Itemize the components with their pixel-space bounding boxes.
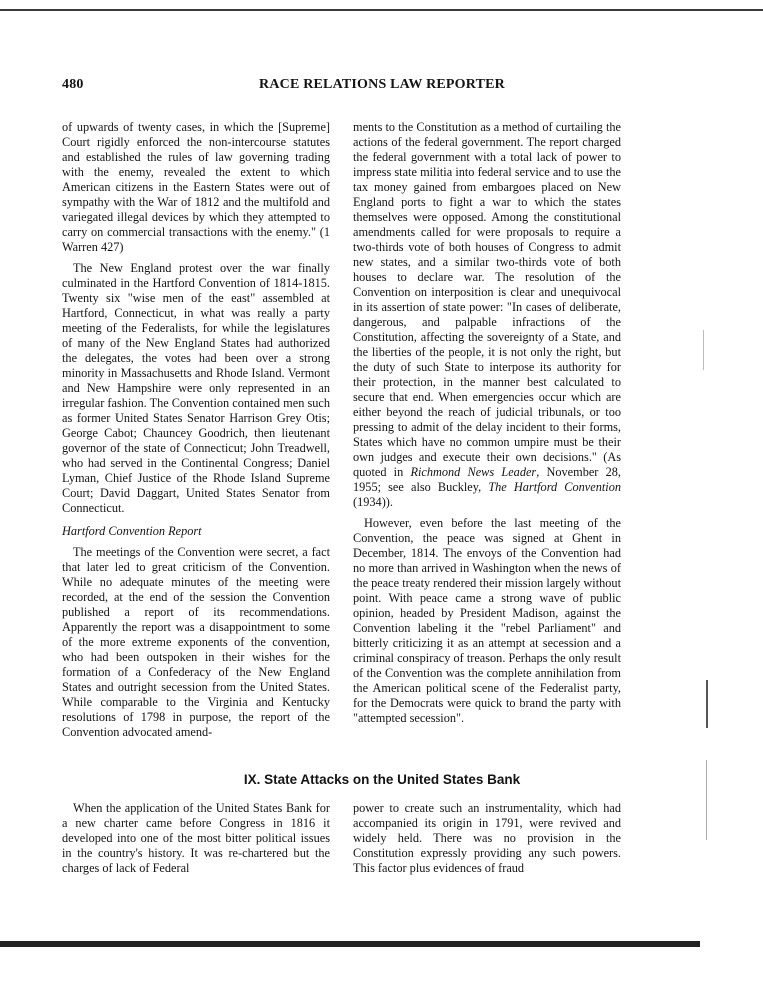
right-paragraph-2: However, even before the last meeting of the Convention, the peace was signed at Ghent in December, 1814. The envoys of the Convention had no more than arrived in Washington when the news of the peace treaty rendered their mission largely without point. With peace came a strong wave of public opinion, headed by President Madison, against the Convention labeling it the "rebel Parliament" and bitterly criticizing it as an attempt at secession and a criminal conspiracy of treason. Perhaps the only result of the Convention was the complete annihilation from the American political scene of the Federalist party, for the Democrats were quick to brand the party with "attempted secession". bbox=[353, 516, 621, 725]
left-paragraph-2: The New England protest over the war finally culminated in the Hartford Convention of 1814-1815. Twenty six "wise men of the east" assembled at Hartford, Connecticut, in what was really a party meeting of the Federalists, for while the legislatures of many of the New England States had authorized the delegates, the votes had been over a strong minority in Massachusetts and Rhode Island. Vermont and New Hampshire were only represented in an irregular fashion. The Convention contained men such as former United States Senator Harrison Grey Otis; George Cabot; Chauncey Goodrich, then lieutenant governor of the state of Connecticut; John Treadwell, who had served in the Continental Congress; Daniel Lyman, Chief Justice of the Rhode Island Supreme Court; David Daggart, United States Senator from Connecticut. bbox=[62, 261, 330, 515]
left-column bbox=[62, 120, 330, 746]
top-rule bbox=[0, 9, 763, 11]
right-paragraph-1-text: ments to the Constitution as a method of curtailing the actions of the federal government. The report charged the federal government with a total lack of power to impress state militia into federal service and to use the tax money gained from embargoes placed on New England ports to fight a war to which the states themselves were opposed. Among the constitutional amendments called for were proposals to require a two-thirds vote of both houses of Congress to admit new states, and a similar two-thirds vote of both houses to declare war. The resolution of the Convention on interposition is clear and unequivocal in its assertion of state power: "In cases of deliberate, dangerous, and palpable infractions of the Constitution, affecting the sovereignty of a State, and the liberties of the people, it is not only the right, but the duty of such State to interpose its authority for their protection, in the manner best calculated to secure that end. When emergencies occur which are either beyond the reach of judicial tribunals, or too pressing to admit of the delay incident to their forms, States which have no common umpire must be their own judges and execute their own decisions." (As quoted in bbox=[353, 120, 621, 479]
left-paragraph-3: The meetings of the Convention were secret, a fact that later led to great criticism of the Convention. While no adequate minutes of the meeting were recorded, at the end of the session the Convention published a report of its recommendations. Apparently the report was a disappointment to some of the more extreme exponents of the convention, who had been outspoken in their wishes for the formation of a Confederacy of the New England States and outright secession from the United States. While comparable to the Virginia and Kentucky resolutions of 1798 in purpose, the report of the Convention advocated amend- bbox=[62, 545, 330, 739]
left-paragraph-1: of upwards of twenty cases, in which the [Supreme] Court rigidly enforced the non-intercourse statutes and established the rules of law governing trading with the enemy, revealed the extent to which American citizens in the Eastern States were out of sympathy with the War of 1812 and the multifold and variegated illegal devices by which they attempted to carry on commercial transactions with the enemy." (1 Warren 427) bbox=[62, 120, 330, 254]
page-number: 480 bbox=[62, 77, 84, 92]
section-left-column bbox=[62, 801, 330, 882]
section-right-paragraph: power to create such an instrumentality, which had accompanied its origin in 1791, were revived and widely held. There was no provision in the Constitution expressly providing any such powers. This factor plus evidences of fraud bbox=[353, 801, 621, 875]
scan-margin-mark bbox=[703, 330, 704, 370]
section-left-paragraph: When the application of the United States Bank for a new charter came before Congress in 1816 it developed into one of the most bitter political issues in the country's history. It was re-chartered but the charges of lack of Federal bbox=[62, 801, 330, 875]
subheading: Hartford Convention Report bbox=[62, 524, 202, 538]
scan-margin-mark bbox=[706, 680, 708, 728]
section-heading: IX. State Attacks on the United States Bank bbox=[243, 772, 521, 787]
citation-newspaper: Richmond News Leader bbox=[410, 465, 537, 479]
right-paragraph-1-end: (1934)). bbox=[353, 495, 393, 509]
right-column bbox=[353, 120, 621, 732]
journal-title: RACE RELATIONS LAW REPORTER bbox=[259, 77, 505, 92]
citation-book: The Hartford Convention bbox=[488, 480, 621, 494]
section-right-column bbox=[353, 801, 621, 882]
right-paragraph-1-mid: , November 28, 1955; see also Buckley, bbox=[353, 465, 621, 494]
right-paragraph-1 bbox=[353, 120, 621, 510]
bottom-rule bbox=[0, 941, 700, 947]
scan-margin-mark bbox=[706, 760, 707, 840]
